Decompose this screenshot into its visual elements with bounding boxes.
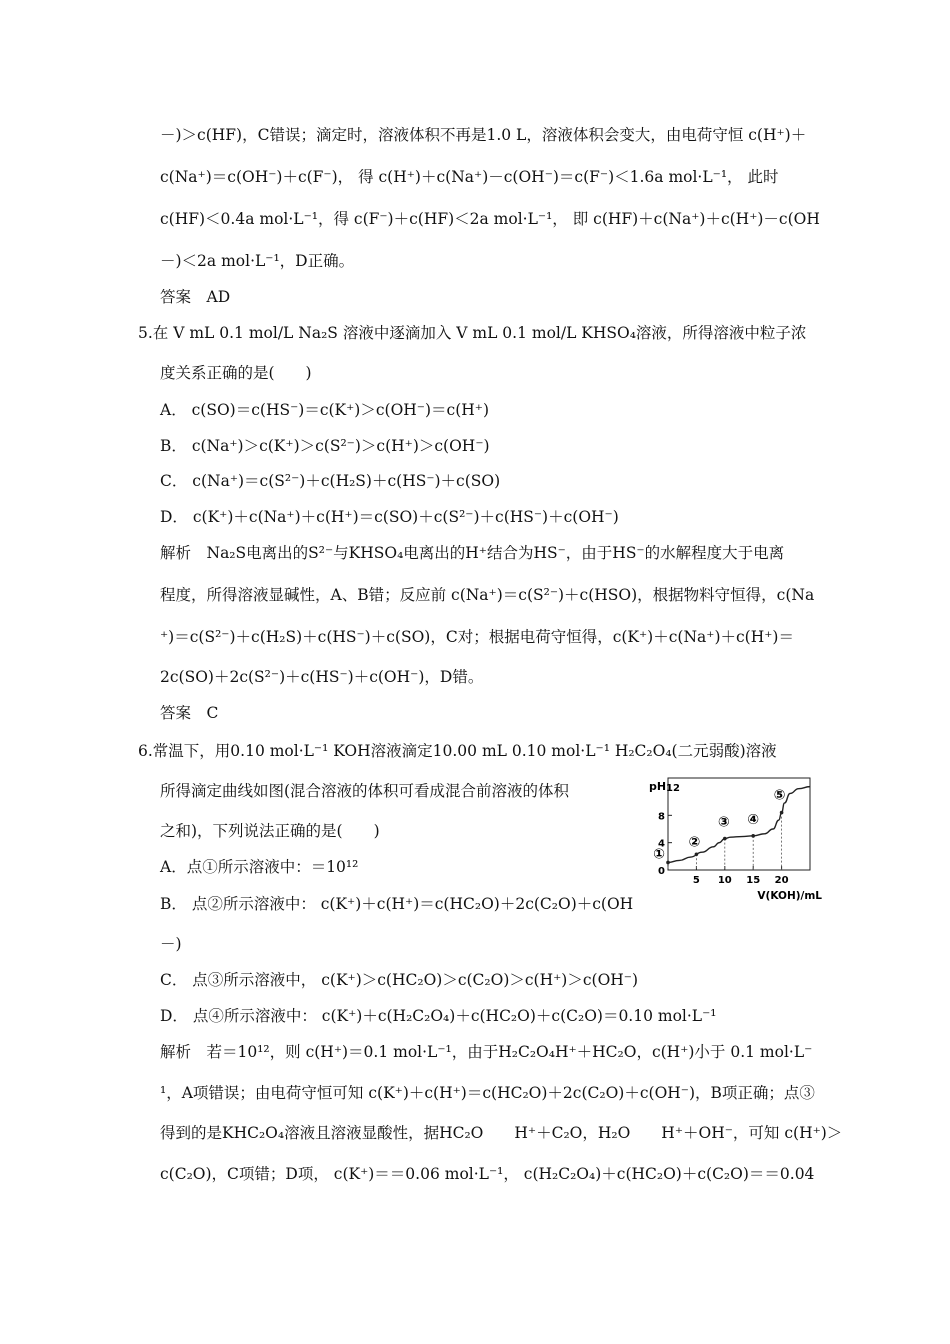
x-tick-label: 10 <box>717 875 732 886</box>
option-c: C． c(Na⁺)＝c(S²⁻)＋c(H₂S)＋c(HS⁻)＋c(SO) <box>160 472 501 490</box>
titration-point <box>666 861 670 865</box>
y-tick-label: 8 <box>658 811 665 823</box>
question-5-stem: 5.在 V mL 0.1 mol/L Na₂S 溶液中逐滴加入 V mL 0.1 mol/L KHSO₄溶液，所得溶液中粒子浓 <box>138 324 807 342</box>
text-line: 得到的是KHC₂O₄溶液且溶液显酸性，据HC₂O H⁺＋C₂O，H₂O H⁺＋OH⁻，可知 c(H⁺)＞ <box>160 1124 843 1142</box>
analysis-line: 解析 若＝10¹²，则 c(H⁺)＝0.1 mol·L⁻¹，由于H₂C₂O₄H⁺＋HC₂O，c(H⁺)小于 0.1 mol·L⁻ <box>160 1043 813 1061</box>
text-line: 度关系正确的是( ) <box>160 364 312 382</box>
option-c: C． 点③所示溶液中， c(K⁺)＞c(HC₂O)＞c(C₂O)＞c(H⁺)＞c(OH⁻) <box>160 971 639 989</box>
option-d: D． c(K⁺)＋c(Na⁺)＋c(H⁺)＝c(SO)＋c(S²⁻)＋c(HS⁻)＋c(OH⁻) <box>160 508 619 526</box>
titration-point <box>695 852 699 856</box>
question-6-stem: 6.常温下，用0.10 mol·L⁻¹ KOH溶液滴定10.00 mL 0.10 mol·L⁻¹ H₂C₂O₄(二元弱酸)溶液 <box>138 742 777 760</box>
text-line: ¹，A项错误；由电荷守恒可知 c(K⁺)＋c(H⁺)＝c(HC₂O)＋2c(C₂O)＋c(OH⁻)，B项正确；点③ <box>160 1084 815 1102</box>
option-b: B． c(Na⁺)＞c(K⁺)＞c(S²⁻)＞c(H⁺)＞c(OH⁻) <box>160 437 490 455</box>
titration-point <box>723 837 727 841</box>
text-line: 程度，所得溶液显碱性，A、B错；反应前 c(Na⁺)＝c(S²⁻)＋c(HSO)，根据物料守恒得，c(Na <box>160 586 815 604</box>
text-line: －)＜2a mol·L⁻¹，D正确。 <box>160 252 355 270</box>
x-axis-label: V(KOH)/mL <box>757 890 822 902</box>
y-tick-label: 4 <box>658 838 665 850</box>
titration-point <box>751 834 755 838</box>
point-label: ④ <box>747 811 760 828</box>
text-line: c(C₂O)，C项错；D项， c(K⁺)＝＝0.06 mol·L⁻¹， c(H₂C₂O₄)＋c(HC₂O)＋c(C₂O)＝＝0.04 <box>160 1165 815 1183</box>
text-line: 2c(SO)＋2c(S²⁻)＋c(HS⁻)＋c(OH⁻)，D错。 <box>160 668 484 686</box>
plot-frame <box>668 778 810 870</box>
analysis-line: 解析 Na₂S电离出的S²⁻与KHSO₄电离出的H⁺结合为HS⁻，由于HS⁻的水解程度大于电离 <box>160 544 785 562</box>
y-tick-label: 0 <box>658 866 665 877</box>
text-line: ⁺)＝c(S²⁻)＋c(H₂S)＋c(HS⁻)＋c(SO)，C对；根据电荷守恒得，c(K⁺)＋c(Na⁺)＋c(H⁺)＝ <box>160 628 794 646</box>
option-b: B． 点②所示溶液中： c(K⁺)＋c(H⁺)＝c(HC₂O)＋2c(C₂O)＋c(OH <box>160 895 634 913</box>
text-line: －) <box>160 935 182 953</box>
y-axis-label: pH <box>649 780 667 793</box>
point-label: ⑤ <box>773 787 786 804</box>
titration-chart <box>648 772 824 912</box>
point-label: ③ <box>717 814 730 831</box>
option-a: A．点①所示溶液中：＝10¹² <box>160 858 359 876</box>
y-tick-label: 12 <box>666 783 680 794</box>
text-line: c(HF)＜0.4a mol·L⁻¹，得 c(F⁻)＋c(HF)＜2a mol·L⁻¹， 即 c(HF)＋c(Na⁺)＋c(H⁺)－c(OH <box>160 210 820 228</box>
option-d: D． 点④所示溶液中： c(K⁺)＋c(H₂C₂O₄)＋c(HC₂O)＋c(C₂O)＝0.10 mol·L⁻¹ <box>160 1007 717 1025</box>
text-line: －)＞c(HF)，C错误；滴定时，溶液体积不再是1.0 L，溶液体积会变大，由电荷守恒 c(H⁺)＋ <box>160 126 807 144</box>
chart-points <box>653 788 785 870</box>
answer-line: 答案 AD <box>160 288 231 306</box>
point-label: ① <box>653 846 665 863</box>
chart-series <box>668 787 810 863</box>
answer-line: 答案 C <box>160 704 219 722</box>
titration-point <box>780 811 784 815</box>
titration-curve <box>668 787 810 863</box>
point-label: ② <box>688 834 701 851</box>
text-line: c(Na⁺)＝c(OH⁻)＋c(F⁻)， 得 c(H⁺)＋c(Na⁺)－c(OH⁻)＝c(F⁻)＜1.6a mol·L⁻¹， 此时 <box>160 168 779 186</box>
chart-axes <box>649 778 822 902</box>
text-line: 所得滴定曲线如图(混合溶液的体积可看成混合前溶液的体积 <box>160 782 570 800</box>
text-line: 之和)，下列说法正确的是( ) <box>160 822 380 840</box>
x-tick-label: 5 <box>692 875 700 886</box>
option-a: A． c(SO)＝c(HS⁻)＝c(K⁺)＞c(OH⁻)＝c(H⁺) <box>160 401 490 419</box>
x-tick-label: 15 <box>746 875 761 886</box>
x-tick-label: 20 <box>774 875 789 886</box>
